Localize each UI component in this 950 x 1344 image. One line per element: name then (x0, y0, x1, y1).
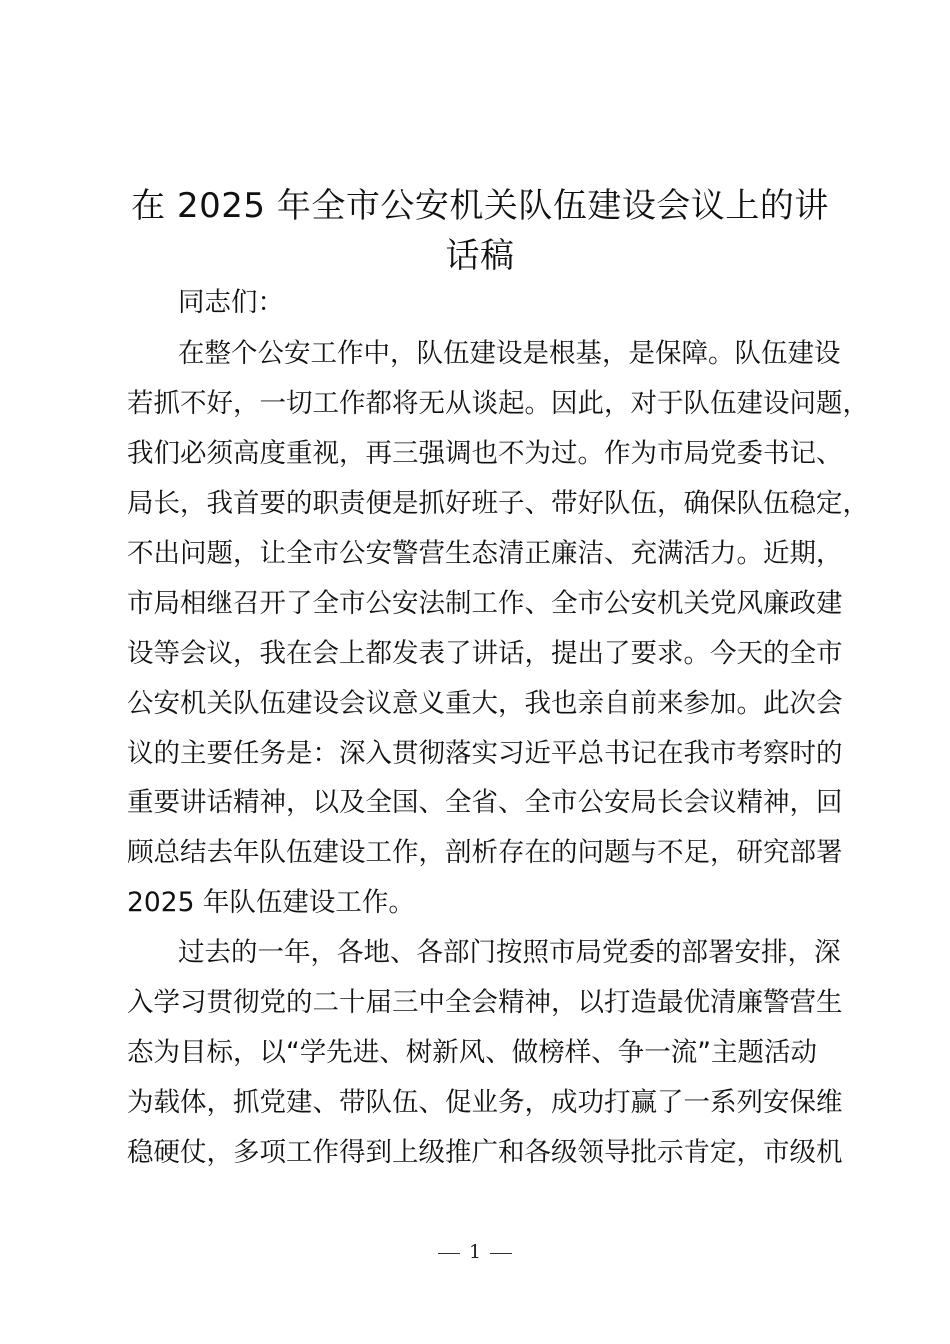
footer-dash-right (490, 1253, 512, 1254)
body-line: 不出问题，让全市公安警营生态清正廉洁、充满活力。近期， (127, 538, 843, 569)
page-number: 1 (468, 1241, 482, 1263)
body-line: 公安机关队伍建设会议意义重大，我也亲自前来参加。此次会 (127, 688, 843, 719)
body-line: 议的主要任务是：深入贯彻落实习近平总书记在我市考察时的 (127, 738, 843, 769)
body-line: 为载体，抓党建、带队伍、促业务，成功打赢了一系列安保维 (127, 1087, 843, 1118)
body-line: 2025 年队伍建设工作。 (127, 887, 415, 918)
body-line: 局长，我首要的职责便是抓好班子、带好队伍，确保队伍稳定， (127, 488, 869, 519)
footer-dash-left (438, 1253, 460, 1254)
body-line: 市局相继召开了全市公安法制工作、全市公安机关党风廉政建 (127, 588, 843, 619)
body-line: 重要讲话精神，以及全国、全省、全市公安局长会议精神，回 (127, 787, 843, 818)
body-line: 在整个公安工作中，队伍建设是根基，是保障。队伍建设 (178, 338, 841, 369)
body-line: 顾总结去年队伍建设工作，剖析存在的问题与不足，研究部署 (127, 837, 843, 868)
body-line: 设等会议，我在会上都发表了讲话，提出了要求。今天的全市 (127, 638, 843, 669)
body-line: 我们必须高度重视，再三强调也不为过。作为市局党委书记、 (127, 438, 843, 469)
body-line: 过去的一年，各地、各部门按照市局党委的部署安排，深 (178, 937, 841, 968)
salutation: 同志们： (178, 287, 284, 318)
document-title-line-2: 话稿 (445, 236, 515, 276)
body-line: 若抓不好，一切工作都将无从谈起。因此，对于队伍建设问题， (127, 388, 869, 419)
page-footer (0, 1238, 950, 1266)
document-title-line-1: 在 2025 年全市公安机关队伍建设会议上的讲 (131, 186, 829, 226)
body-line: 稳硬仗，多项工作得到上级推广和各级领导批示肯定，市级机 (127, 1137, 843, 1168)
body-line: 态为目标，以“学先进、树新风、做榜样、争一流”主题活动 (127, 1037, 817, 1068)
body-line: 入学习贯彻党的二十届三中全会精神，以打造最优清廉警营生 (127, 987, 843, 1018)
